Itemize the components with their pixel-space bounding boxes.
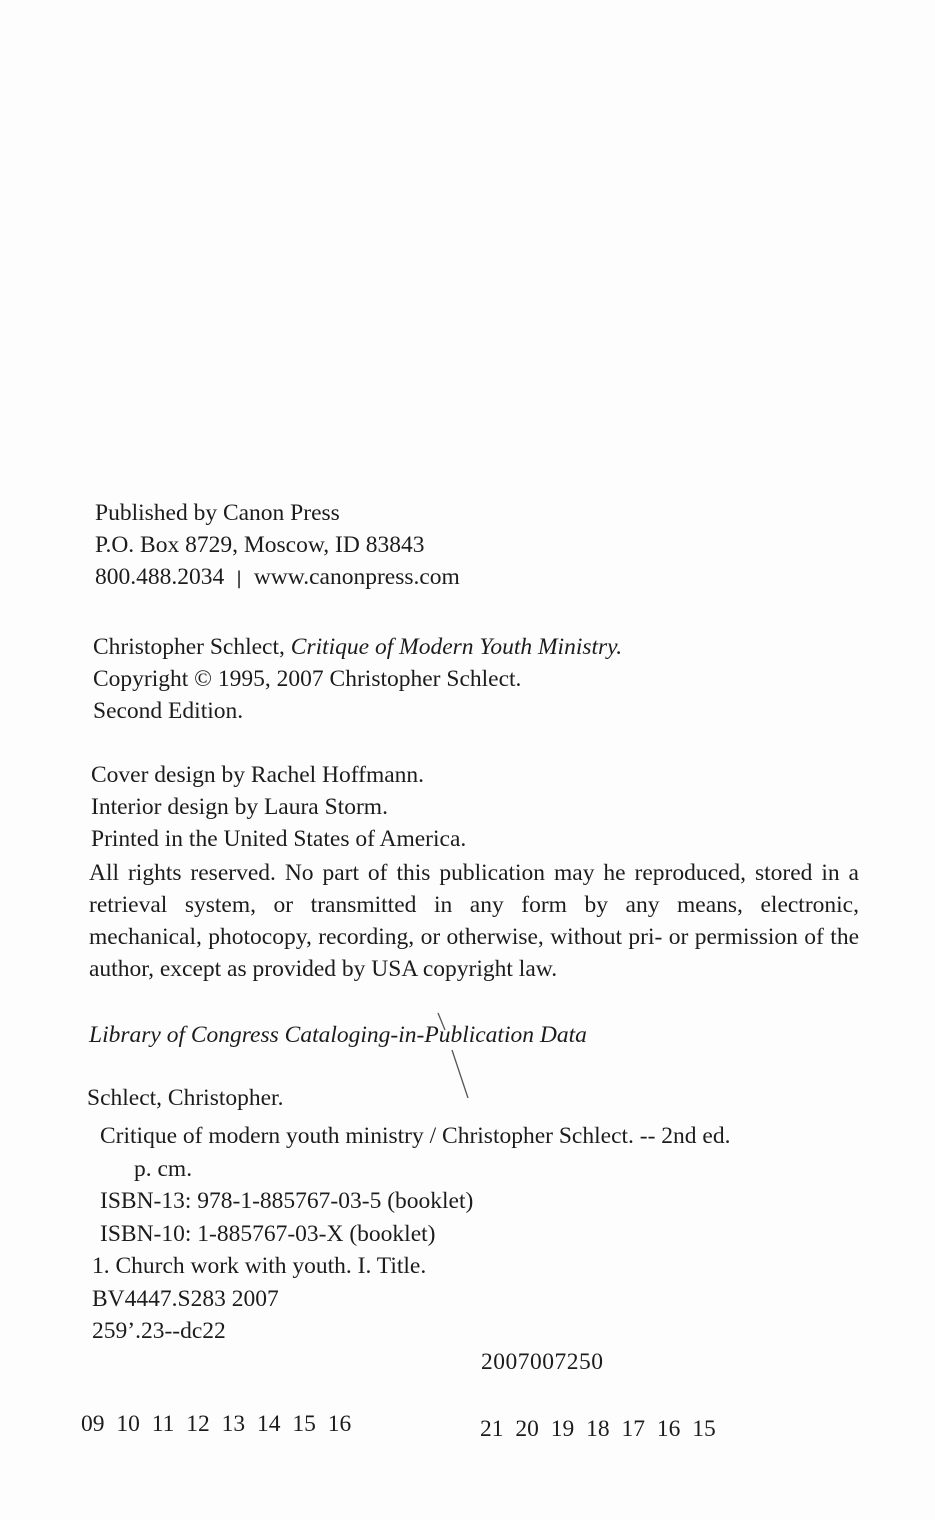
cover-credit: Cover design by Rachel Hoffmann.: [91, 762, 425, 788]
publisher-website: www.canonpress.com: [253, 564, 460, 590]
cip-isbn13: ISBN-13: 978-1-885767-03-5 (booklet): [100, 1188, 474, 1214]
cip-subject: 1. Church work with youth. I. Title.: [92, 1253, 427, 1279]
printed-in: Printed in the United States of America.: [91, 826, 467, 852]
publisher-phone: 800.488.2034: [95, 564, 225, 590]
cip-isbn10: ISBN-10: 1-885767-03-X (booklet): [100, 1220, 436, 1247]
cip-heading: Library of Congress Cataloging-in-Publication Data: [89, 1022, 587, 1048]
cip-pagination: p. cm.: [134, 1155, 193, 1182]
printing-years: 09 10 11 12 13 14 15 16: [81, 1411, 352, 1437]
cip-author: Schlect, Christopher.: [87, 1085, 284, 1111]
publisher-name: Published by Canon Press: [95, 500, 340, 526]
lccn: 2007007250: [481, 1349, 604, 1375]
publisher-address: P.O. Box 8729, Moscow, ID 83843: [95, 532, 425, 558]
book-author: Christopher Schlect,: [93, 634, 291, 660]
edition: Second Edition.: [93, 698, 244, 724]
copyright-notice: Copyright © 1995, 2007 Christopher Schlect.: [93, 666, 522, 692]
rights-reserved-paragraph: All rights reserved. No part of this publication may he reproduced, stored in a retrieval system, or transmitted in any form by any means, electronic, mechanical, photocopy, recording, or otherwise, without pri- or permission of the author, except as provided by USA copyright law.: [89, 860, 859, 982]
cip-lc-class: BV4447.S283 2007: [92, 1285, 279, 1312]
printing-impressions: 21 20 19 18 17 16 15: [480, 1416, 716, 1442]
cip-dewey: 259’.23--dc22: [92, 1318, 226, 1344]
cip-record: [92, 1120, 731, 1348]
cip-title-line: Critique of modern youth ministry / Christopher Schlect. -- 2nd ed.: [100, 1123, 731, 1149]
interior-credit: Interior design by Laura Storm.: [91, 794, 388, 820]
contact-separator: |: [236, 568, 243, 589]
book-title: Critique of Modern Youth Ministry.: [290, 634, 623, 660]
